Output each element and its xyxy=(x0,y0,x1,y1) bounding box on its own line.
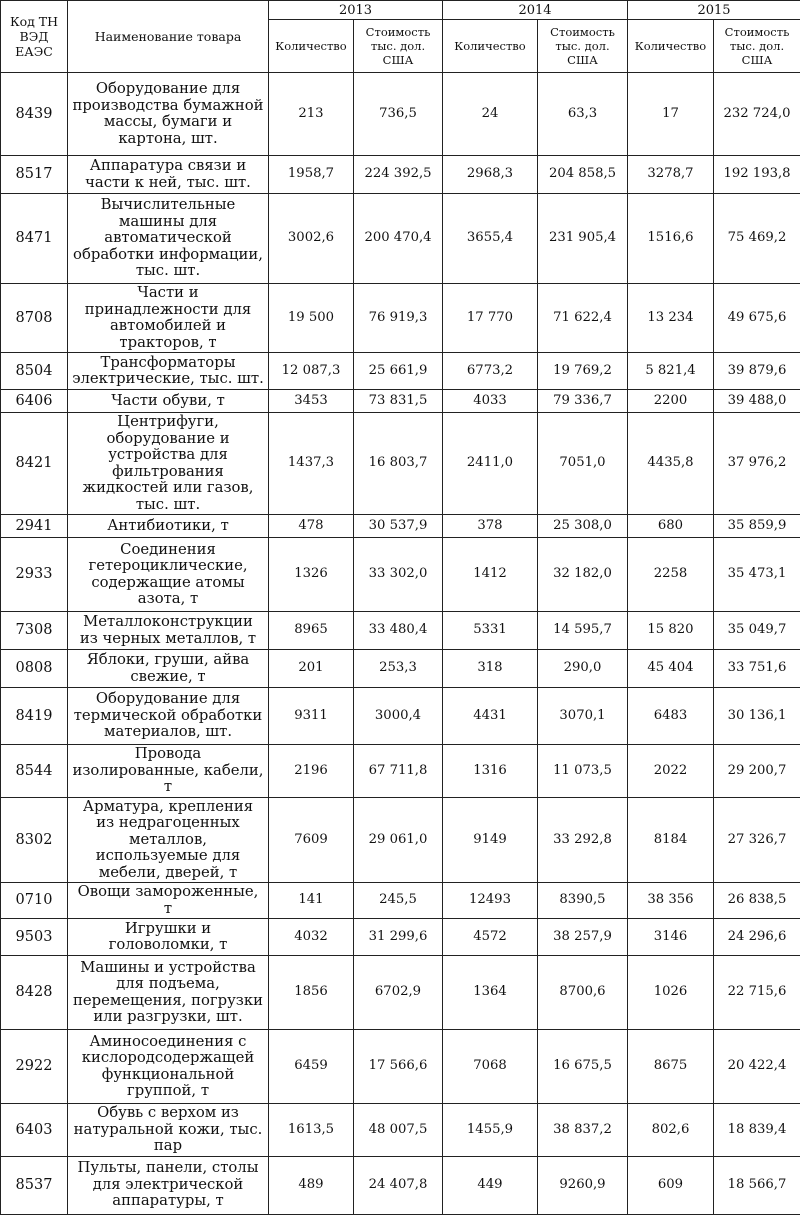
quantity-2015-cell: 2258 xyxy=(628,538,714,612)
table-row xyxy=(1,73,800,156)
quantity-2013-cell: 201 xyxy=(269,650,354,688)
value-2015-cell: 22 715,6 xyxy=(714,956,800,1030)
value-2015-cell: 35 859,9 xyxy=(714,515,800,538)
quantity-2015-cell: 45 404 xyxy=(628,650,714,688)
quantity-2013-cell: 8965 xyxy=(269,612,354,650)
value-2015-cell: 29 200,7 xyxy=(714,745,800,798)
quantity-2014-cell: 7068 xyxy=(443,1030,538,1104)
value-2015-cell: 27 326,7 xyxy=(714,797,800,883)
quantity-2015-cell: 4435,8 xyxy=(628,413,714,515)
value-2013-cell: 73 831,5 xyxy=(354,390,443,413)
quantity-2013-cell: 19 500 xyxy=(269,284,354,353)
product-name-cell: Провода изолированные, кабели, т xyxy=(68,745,269,798)
value-2013-cell: 16 803,7 xyxy=(354,413,443,515)
value-2014-cell: 79 336,7 xyxy=(538,390,628,413)
quantity-2015-cell: 1026 xyxy=(628,956,714,1030)
value-2013-cell: 48 007,5 xyxy=(354,1104,443,1157)
value-2013-cell: 25 661,9 xyxy=(354,353,443,390)
quantity-2014-cell: 449 xyxy=(443,1156,538,1214)
quantity-2014-cell: 2968,3 xyxy=(443,156,538,194)
quantity-2015-cell: 17 xyxy=(628,73,714,156)
quantity-2013-cell: 1437,3 xyxy=(269,413,354,515)
product-name-cell: Овощи замороженные, т xyxy=(68,883,269,919)
header-quantity: Количество xyxy=(269,20,354,73)
header-product-name: Наименование товара xyxy=(68,1,269,73)
quantity-2013-cell: 2196 xyxy=(269,745,354,798)
quantity-2013-cell: 1856 xyxy=(269,956,354,1030)
quantity-2013-cell: 1613,5 xyxy=(269,1104,354,1157)
quantity-2014-cell: 4572 xyxy=(443,919,538,956)
quantity-2015-cell: 609 xyxy=(628,1156,714,1214)
product-name-cell: Машины и устройства для подъема, перемещения, погрузки или разгрузки, шт. xyxy=(68,956,269,1030)
quantity-2014-cell: 4431 xyxy=(443,688,538,745)
product-name-cell: Центрифуги, оборудование и устройства для фильтрования жидкостей или газов, тыс. шт. xyxy=(68,413,269,515)
code-cell: 0710 xyxy=(1,883,68,919)
value-2014-cell: 33 292,8 xyxy=(538,797,628,883)
table-row xyxy=(1,919,800,956)
quantity-2013-cell: 3453 xyxy=(269,390,354,413)
code-cell: 8439 xyxy=(1,73,68,156)
table-row xyxy=(1,413,800,515)
product-name-cell: Оборудование для производства бумажной массы, бумаги и картона, шт. xyxy=(68,73,269,156)
code-cell: 2922 xyxy=(1,1030,68,1104)
table-row xyxy=(1,353,800,390)
value-2013-cell: 224 392,5 xyxy=(354,156,443,194)
table-row xyxy=(1,515,800,538)
code-cell: 6403 xyxy=(1,1104,68,1157)
quantity-2013-cell: 478 xyxy=(269,515,354,538)
table-row xyxy=(1,156,800,194)
table-row xyxy=(1,390,800,413)
value-2013-cell: 29 061,0 xyxy=(354,797,443,883)
quantity-2015-cell: 2200 xyxy=(628,390,714,413)
quantity-2014-cell: 5331 xyxy=(443,612,538,650)
code-cell: 8421 xyxy=(1,413,68,515)
quantity-2014-cell: 17 770 xyxy=(443,284,538,353)
table-header xyxy=(1,1,800,73)
quantity-2013-cell: 213 xyxy=(269,73,354,156)
value-2013-cell: 67 711,8 xyxy=(354,745,443,798)
value-2013-cell: 76 919,3 xyxy=(354,284,443,353)
table-row xyxy=(1,1156,800,1214)
quantity-2014-cell: 24 xyxy=(443,73,538,156)
quantity-2015-cell: 15 820 xyxy=(628,612,714,650)
quantity-2014-cell: 1316 xyxy=(443,745,538,798)
quantity-2014-cell: 1364 xyxy=(443,956,538,1030)
value-2013-cell: 30 537,9 xyxy=(354,515,443,538)
table-body xyxy=(1,73,800,1215)
quantity-2015-cell: 38 356 xyxy=(628,883,714,919)
value-2015-cell: 35 473,1 xyxy=(714,538,800,612)
table-row xyxy=(1,1104,800,1157)
value-2015-cell: 26 838,5 xyxy=(714,883,800,919)
value-2014-cell: 290,0 xyxy=(538,650,628,688)
quantity-2015-cell: 8675 xyxy=(628,1030,714,1104)
header-value: Стоимость тыс. дол. США xyxy=(538,20,628,73)
code-cell: 8544 xyxy=(1,745,68,798)
quantity-2014-cell: 1455,9 xyxy=(443,1104,538,1157)
value-2013-cell: 6702,9 xyxy=(354,956,443,1030)
value-2013-cell: 200 470,4 xyxy=(354,194,443,284)
value-2015-cell: 18 839,4 xyxy=(714,1104,800,1157)
quantity-2013-cell: 489 xyxy=(269,1156,354,1214)
quantity-2014-cell: 6773,2 xyxy=(443,353,538,390)
value-2015-cell: 232 724,0 xyxy=(714,73,800,156)
value-2014-cell: 231 905,4 xyxy=(538,194,628,284)
quantity-2014-cell: 2411,0 xyxy=(443,413,538,515)
table-row xyxy=(1,688,800,745)
quantity-2013-cell: 7609 xyxy=(269,797,354,883)
value-2015-cell: 192 193,8 xyxy=(714,156,800,194)
value-2015-cell: 20 422,4 xyxy=(714,1030,800,1104)
header-quantity: Количество xyxy=(443,20,538,73)
value-2013-cell: 33 480,4 xyxy=(354,612,443,650)
code-cell: 8537 xyxy=(1,1156,68,1214)
quantity-2013-cell: 12 087,3 xyxy=(269,353,354,390)
value-2014-cell: 11 073,5 xyxy=(538,745,628,798)
quantity-2015-cell: 13 234 xyxy=(628,284,714,353)
header-value: Стоимость тыс. дол. США xyxy=(354,20,443,73)
table-row xyxy=(1,883,800,919)
table-row xyxy=(1,650,800,688)
value-2015-cell: 35 049,7 xyxy=(714,612,800,650)
value-2013-cell: 31 299,6 xyxy=(354,919,443,956)
quantity-2013-cell: 9311 xyxy=(269,688,354,745)
value-2014-cell: 25 308,0 xyxy=(538,515,628,538)
code-cell: 2933 xyxy=(1,538,68,612)
table-row xyxy=(1,956,800,1030)
product-name-cell: Яблоки, груши, айва свежие, т xyxy=(68,650,269,688)
header-quantity: Количество xyxy=(628,20,714,73)
quantity-2014-cell: 12493 xyxy=(443,883,538,919)
quantity-2015-cell: 802,6 xyxy=(628,1104,714,1157)
value-2014-cell: 38 257,9 xyxy=(538,919,628,956)
value-2014-cell: 9260,9 xyxy=(538,1156,628,1214)
value-2014-cell: 7051,0 xyxy=(538,413,628,515)
table-row xyxy=(1,612,800,650)
header-year-2014: 2014 xyxy=(443,1,628,20)
product-name-cell: Антибиотики, т xyxy=(68,515,269,538)
product-name-cell: Оборудование для термической обработки материалов, шт. xyxy=(68,688,269,745)
value-2013-cell: 253,3 xyxy=(354,650,443,688)
quantity-2013-cell: 141 xyxy=(269,883,354,919)
quantity-2015-cell: 5 821,4 xyxy=(628,353,714,390)
code-cell: 7308 xyxy=(1,612,68,650)
product-name-cell: Вычислительные машины для автоматической обработки информации, тыс. шт. xyxy=(68,194,269,284)
table-row xyxy=(1,284,800,353)
product-name-cell: Обувь с верхом из натуральной кожи, тыс. пар xyxy=(68,1104,269,1157)
header-value: Стоимость тыс. дол. США xyxy=(714,20,800,73)
quantity-2015-cell: 6483 xyxy=(628,688,714,745)
quantity-2014-cell: 4033 xyxy=(443,390,538,413)
product-name-cell: Части и принадлежности для автомобилей и тракторов, т xyxy=(68,284,269,353)
code-cell: 8302 xyxy=(1,797,68,883)
value-2015-cell: 30 136,1 xyxy=(714,688,800,745)
value-2015-cell: 24 296,6 xyxy=(714,919,800,956)
quantity-2015-cell: 8184 xyxy=(628,797,714,883)
quantity-2013-cell: 6459 xyxy=(269,1030,354,1104)
header-row-years xyxy=(1,1,800,20)
value-2014-cell: 63,3 xyxy=(538,73,628,156)
quantity-2014-cell: 3655,4 xyxy=(443,194,538,284)
product-name-cell: Игрушки и головоломки, т xyxy=(68,919,269,956)
product-name-cell: Аппаратура связи и части к ней, тыс. шт. xyxy=(68,156,269,194)
quantity-2014-cell: 378 xyxy=(443,515,538,538)
value-2014-cell: 8390,5 xyxy=(538,883,628,919)
table-row xyxy=(1,797,800,883)
value-2014-cell: 38 837,2 xyxy=(538,1104,628,1157)
code-cell: 8504 xyxy=(1,353,68,390)
code-cell: 8428 xyxy=(1,956,68,1030)
value-2014-cell: 204 858,5 xyxy=(538,156,628,194)
value-2015-cell: 39 488,0 xyxy=(714,390,800,413)
product-name-cell: Аминосоединения с кислородсодержащей функциональной группой, т xyxy=(68,1030,269,1104)
value-2014-cell: 14 595,7 xyxy=(538,612,628,650)
quantity-2015-cell: 1516,6 xyxy=(628,194,714,284)
header-year-2015: 2015 xyxy=(628,1,800,20)
value-2014-cell: 16 675,5 xyxy=(538,1030,628,1104)
table-row xyxy=(1,194,800,284)
value-2013-cell: 245,5 xyxy=(354,883,443,919)
code-cell: 8471 xyxy=(1,194,68,284)
value-2013-cell: 736,5 xyxy=(354,73,443,156)
code-cell: 8517 xyxy=(1,156,68,194)
product-name-cell: Арматура, крепления из недрагоценных металлов, используемые для мебели, дверей, т xyxy=(68,797,269,883)
quantity-2014-cell: 9149 xyxy=(443,797,538,883)
product-name-cell: Металлоконструкции из черных металлов, т xyxy=(68,612,269,650)
quantity-2014-cell: 318 xyxy=(443,650,538,688)
value-2015-cell: 37 976,2 xyxy=(714,413,800,515)
header-year-2013: 2013 xyxy=(269,1,443,20)
product-name-cell: Части обуви, т xyxy=(68,390,269,413)
value-2015-cell: 49 675,6 xyxy=(714,284,800,353)
quantity-2013-cell: 1326 xyxy=(269,538,354,612)
quantity-2015-cell: 2022 xyxy=(628,745,714,798)
value-2013-cell: 3000,4 xyxy=(354,688,443,745)
product-name-cell: Трансформаторы электрические, тыс. шт. xyxy=(68,353,269,390)
table-row xyxy=(1,745,800,798)
value-2015-cell: 39 879,6 xyxy=(714,353,800,390)
value-2013-cell: 17 566,6 xyxy=(354,1030,443,1104)
quantity-2013-cell: 3002,6 xyxy=(269,194,354,284)
quantity-2013-cell: 4032 xyxy=(269,919,354,956)
code-cell: 8419 xyxy=(1,688,68,745)
value-2013-cell: 33 302,0 xyxy=(354,538,443,612)
value-2015-cell: 18 566,7 xyxy=(714,1156,800,1214)
value-2014-cell: 3070,1 xyxy=(538,688,628,745)
code-cell: 2941 xyxy=(1,515,68,538)
product-name-cell: Пульты, панели, столы для электрической аппаратуры, т xyxy=(68,1156,269,1214)
quantity-2015-cell: 680 xyxy=(628,515,714,538)
value-2014-cell: 32 182,0 xyxy=(538,538,628,612)
code-cell: 8708 xyxy=(1,284,68,353)
table-row xyxy=(1,538,800,612)
value-2015-cell: 33 751,6 xyxy=(714,650,800,688)
value-2014-cell: 19 769,2 xyxy=(538,353,628,390)
value-2014-cell: 8700,6 xyxy=(538,956,628,1030)
header-code: Код ТН ВЭД ЕАЭС xyxy=(1,1,68,73)
value-2013-cell: 24 407,8 xyxy=(354,1156,443,1214)
code-cell: 0808 xyxy=(1,650,68,688)
code-cell: 6406 xyxy=(1,390,68,413)
quantity-2015-cell: 3146 xyxy=(628,919,714,956)
quantity-2015-cell: 3278,7 xyxy=(628,156,714,194)
code-cell: 9503 xyxy=(1,919,68,956)
value-2014-cell: 71 622,4 xyxy=(538,284,628,353)
quantity-2013-cell: 1958,7 xyxy=(269,156,354,194)
quantity-2014-cell: 1412 xyxy=(443,538,538,612)
value-2015-cell: 75 469,2 xyxy=(714,194,800,284)
product-name-cell: Соединения гетероциклические, содержащие атомы азота, т xyxy=(68,538,269,612)
table-row xyxy=(1,1030,800,1104)
